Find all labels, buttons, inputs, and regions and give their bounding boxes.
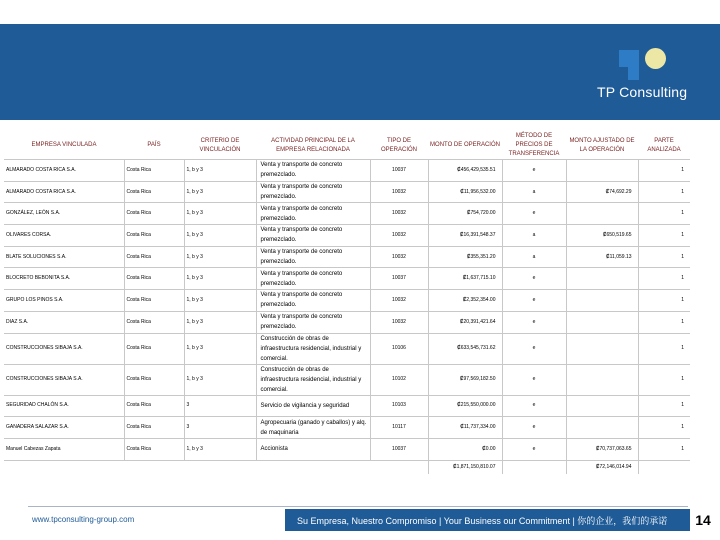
cell-ajustado (566, 364, 638, 395)
cell-actividad: Accionista (256, 438, 370, 460)
cell-tipo: 10032 (370, 203, 428, 225)
cell-criterio: 1, b y 3 (184, 246, 256, 268)
cell-pais: Costa Rica (124, 225, 184, 247)
cell-criterio: 3 (184, 395, 256, 417)
cell-actividad: Venta y transporte de concreto premezclado. (256, 160, 370, 182)
cell-tipo: 10117 (370, 417, 428, 439)
cell-parte: 1 (638, 395, 690, 417)
col-header: ACTIVIDAD PRINCIPAL DE LA EMPRESA RELACIONADA (256, 132, 370, 160)
cell-metodo: e (502, 438, 566, 460)
cell-criterio: 1, b y 3 (184, 333, 256, 364)
cell-criterio: 1, b y 3 (184, 268, 256, 290)
cell-tipo: 10032 (370, 225, 428, 247)
cell-parte: 1 (638, 246, 690, 268)
cell-metodo: e (502, 395, 566, 417)
related-parties-table (4, 132, 690, 474)
cell-ajustado (566, 290, 638, 312)
cell-actividad: Venta y transporte de concreto premezclado. (256, 290, 370, 312)
cell-monto: ₡16,391,548.37 (428, 225, 502, 247)
table-body (4, 160, 690, 475)
cell-monto: ₡11,956,532.00 (428, 181, 502, 203)
col-header: PAÍS (124, 132, 184, 160)
table-row (4, 290, 690, 312)
header-banner (0, 24, 720, 120)
cell-ajustado: ₡70,737,063.65 (566, 438, 638, 460)
cell-actividad: Venta y transporte de concreto premezclado. (256, 203, 370, 225)
cell-metodo: e (502, 333, 566, 364)
cell-actividad: Venta y transporte de concreto premezclado. (256, 268, 370, 290)
table-row (4, 395, 690, 417)
cell-monto: ₡97,569,182.50 (428, 364, 502, 395)
cell-monto: ₡2,352,354.00 (428, 290, 502, 312)
cell-ajustado: ₡650,519.65 (566, 225, 638, 247)
cell-metodo: e (502, 268, 566, 290)
total-ajustado: ₡72,146,014.94 (566, 460, 638, 474)
cell-criterio: 3 (184, 417, 256, 439)
totals-row (4, 460, 690, 474)
cell-empresa: OLIVARES CORSA. (4, 225, 124, 247)
cell-empresa: GONZÁLEZ, LEÓN S.A. (4, 203, 124, 225)
cell-metodo: e (502, 203, 566, 225)
cell-empresa: CONSTRUCCIONES SIBAJA S.A. (4, 333, 124, 364)
cell-parte: 1 (638, 290, 690, 312)
cell-ajustado: ₡11,059.13 (566, 246, 638, 268)
cell-monto: ₡633,545,731.62 (428, 333, 502, 364)
cell-ajustado (566, 311, 638, 333)
cell-parte: 1 (638, 225, 690, 247)
cell-monto: ₡0.00 (428, 438, 502, 460)
table-row (4, 246, 690, 268)
table-row (4, 311, 690, 333)
footer-tagline: Su Empresa, Nuestro Compromiso | Your Business our Commitment | 你的企业，我们的承诺 (285, 509, 690, 531)
cell-actividad: Servicio de vigilancia y seguridad (256, 395, 370, 417)
col-header: TIPO DE OPERACIÓN (370, 132, 428, 160)
cell-pais: Costa Rica (124, 203, 184, 225)
cell-monto: ₡754,720.00 (428, 203, 502, 225)
cell-criterio: 1, b y 3 (184, 160, 256, 182)
cell-monto: ₡11,737,334.00 (428, 417, 502, 439)
cell-tipo: 10103 (370, 395, 428, 417)
cell-ajustado (566, 203, 638, 225)
cell-pais: Costa Rica (124, 181, 184, 203)
cell-metodo: e (502, 160, 566, 182)
table-row (4, 333, 690, 364)
cell-ajustado (566, 333, 638, 364)
cell-criterio: 1, b y 3 (184, 290, 256, 312)
cell-tipo: 10032 (370, 290, 428, 312)
cell-tipo: 10032 (370, 181, 428, 203)
col-header: PARTE ANALIZADA (638, 132, 690, 160)
cell-actividad: Agropecuaria (ganado y caballos) y alq. de maquinaria (256, 417, 370, 439)
cell-empresa: GANADERA SALAZAR S.A. (4, 417, 124, 439)
cell-pais: Costa Rica (124, 438, 184, 460)
cell-metodo: e (502, 290, 566, 312)
cell-criterio: 1, b y 3 (184, 203, 256, 225)
cell-tipo: 10032 (370, 246, 428, 268)
cell-ajustado (566, 160, 638, 182)
cell-empresa: Manuel Cabezas Zapata (4, 438, 124, 460)
cell-criterio: 1, b y 3 (184, 225, 256, 247)
cell-actividad: Construcción de obras de infraestructura residencial, industrial y comercial. (256, 364, 370, 395)
col-header: CRITERIO DE VINCULACIÓN (184, 132, 256, 160)
table-row (4, 160, 690, 182)
cell-pais: Costa Rica (124, 290, 184, 312)
table-header-row (4, 132, 690, 160)
table-row (4, 438, 690, 460)
cell-pais: Costa Rica (124, 311, 184, 333)
cell-parte: 1 (638, 417, 690, 439)
cell-parte: 1 (638, 203, 690, 225)
cell-empresa: SEGURIDAD CHALÓN S.A. (4, 395, 124, 417)
table-row (4, 181, 690, 203)
cell-empresa: ALMARADO COSTA RICA S.A. (4, 160, 124, 182)
table-row (4, 203, 690, 225)
table-row (4, 225, 690, 247)
cell-empresa: ALMARADO COSTA RICA S.A. (4, 181, 124, 203)
cell-pais: Costa Rica (124, 333, 184, 364)
cell-metodo: a (502, 225, 566, 247)
cell-empresa: CONSTRUCCIONES SIBAJA S.A. (4, 364, 124, 395)
footer-divider (28, 506, 688, 507)
cell-actividad: Venta y transporte de concreto premezclado. (256, 246, 370, 268)
footer-url[interactable]: www.tpconsulting-group.com (32, 515, 135, 524)
logo-dot (645, 48, 666, 69)
cell-monto: ₡1,637,715.10 (428, 268, 502, 290)
cell-ajustado (566, 268, 638, 290)
cell-tipo: 10102 (370, 364, 428, 395)
cell-tipo: 10037 (370, 438, 428, 460)
col-header: MÉTODO DE PRECIOS DE TRANSFERENCIA (502, 132, 566, 160)
cell-pais: Costa Rica (124, 417, 184, 439)
cell-tipo: 10037 (370, 268, 428, 290)
cell-tipo: 10106 (370, 333, 428, 364)
cell-pais: Costa Rica (124, 160, 184, 182)
cell-actividad: Venta y transporte de concreto premezclado. (256, 225, 370, 247)
col-header: MONTO AJUSTADO DE LA OPERACIÓN (566, 132, 638, 160)
cell-actividad: Venta y transporte de concreto premezclado. (256, 181, 370, 203)
cell-empresa: BLATE SOLUCIONES S.A. (4, 246, 124, 268)
cell-parte: 1 (638, 364, 690, 395)
cell-pais: Costa Rica (124, 395, 184, 417)
cell-metodo: a (502, 246, 566, 268)
cell-pais: Costa Rica (124, 364, 184, 395)
cell-actividad: Venta y transporte de concreto premezclado. (256, 311, 370, 333)
cell-ajustado (566, 417, 638, 439)
table-row (4, 268, 690, 290)
cell-pais: Costa Rica (124, 246, 184, 268)
cell-criterio: 1, b y 3 (184, 181, 256, 203)
cell-pais: Costa Rica (124, 268, 184, 290)
cell-monto: ₡20,391,421.64 (428, 311, 502, 333)
cell-parte: 1 (638, 438, 690, 460)
cell-parte: 1 (638, 268, 690, 290)
cell-monto: ₡215,550,000.00 (428, 395, 502, 417)
cell-criterio: 1, b y 3 (184, 364, 256, 395)
brand-name: TP Consulting (597, 84, 688, 100)
cell-monto: ₡355,351.20 (428, 246, 502, 268)
cell-tipo: 10037 (370, 160, 428, 182)
cell-empresa: DIAZ S.A. (4, 311, 124, 333)
col-header: EMPRESA VINCULADA (4, 132, 124, 160)
cell-ajustado: ₡74,692.29 (566, 181, 638, 203)
cell-metodo: e (502, 417, 566, 439)
table-row (4, 417, 690, 439)
cell-ajustado (566, 395, 638, 417)
cell-metodo: a (502, 181, 566, 203)
cell-monto: ₡456,429,535.51 (428, 160, 502, 182)
logo-bar (628, 50, 639, 80)
page-number: 14 (695, 512, 711, 528)
cell-criterio: 1, b y 3 (184, 311, 256, 333)
cell-metodo: e (502, 311, 566, 333)
cell-parte: 1 (638, 311, 690, 333)
col-header: MONTO DE OPERACIÓN (428, 132, 502, 160)
cell-tipo: 10032 (370, 311, 428, 333)
cell-criterio: 1, b y 3 (184, 438, 256, 460)
cell-parte: 1 (638, 160, 690, 182)
table-row (4, 364, 690, 395)
cell-parte: 1 (638, 181, 690, 203)
cell-metodo: e (502, 364, 566, 395)
total-monto: ₡1,871,150,810.07 (428, 460, 502, 474)
cell-actividad: Construcción de obras de infraestructura residencial, industrial y comercial. (256, 333, 370, 364)
cell-parte: 1 (638, 333, 690, 364)
cell-empresa: GRUPO LOS PINOS S.A. (4, 290, 124, 312)
cell-empresa: BLOCRETO BEBONITA S.A. (4, 268, 124, 290)
